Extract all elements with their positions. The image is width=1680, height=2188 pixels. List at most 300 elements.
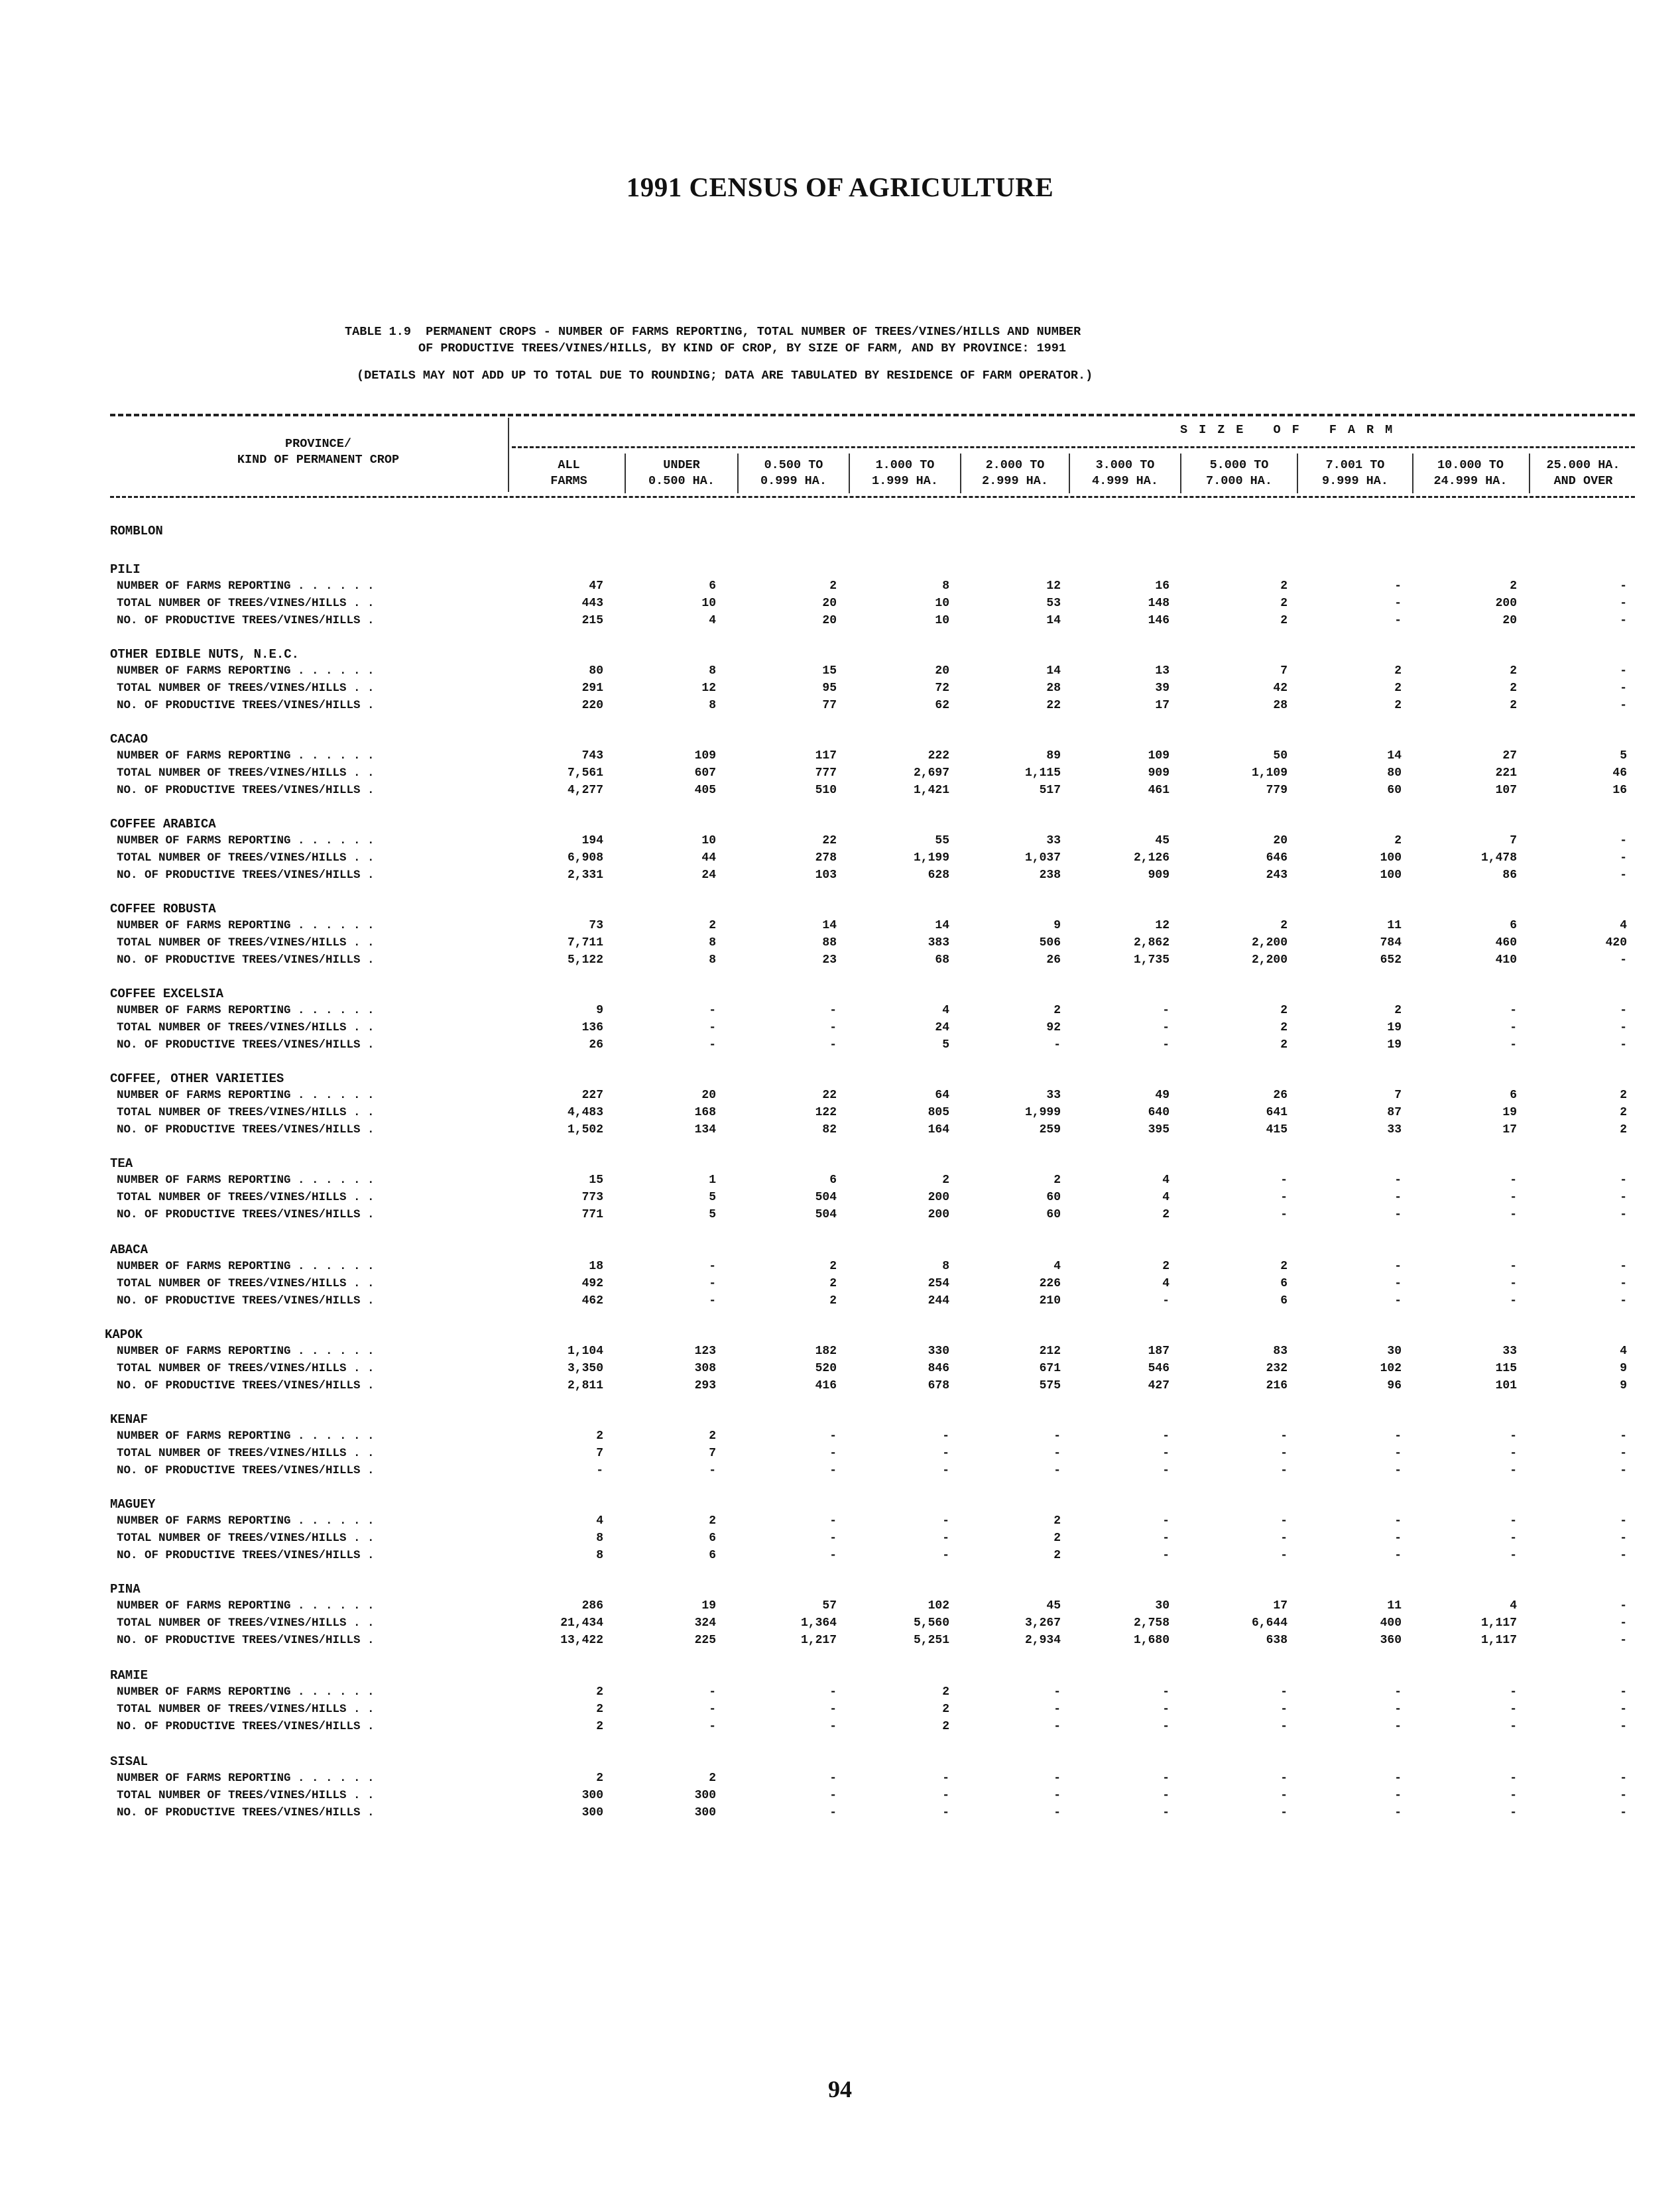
table-cell: 2,697 xyxy=(913,766,949,780)
table-cell: - xyxy=(1620,1038,1627,1052)
table-cell: 20 xyxy=(935,664,949,678)
table-cell: 2 xyxy=(1394,699,1402,712)
table-cell: 45 xyxy=(1155,834,1170,847)
table-cell: 640 xyxy=(1148,1106,1170,1119)
column-header-line: 0.999 HA. xyxy=(760,474,827,488)
table-cell: 17 xyxy=(1155,699,1170,712)
table-cell: 68 xyxy=(935,953,949,967)
table-cell: 33 xyxy=(1046,834,1061,847)
table-cell: 2 xyxy=(829,1294,837,1307)
table-cell: 1,999 xyxy=(1024,1106,1061,1119)
column-header-line: ALL xyxy=(558,458,580,472)
table-cell: 23 xyxy=(822,953,837,967)
table-cell: 11 xyxy=(1387,919,1402,932)
table-cell: 117 xyxy=(815,749,837,762)
table-cell: 26 xyxy=(589,1038,603,1052)
table-cell: - xyxy=(1620,1772,1627,1785)
table-cell: 2 xyxy=(1280,1038,1288,1052)
stub-header-line: KIND OF PERMANENT CROP xyxy=(237,453,400,467)
table-cell: 4 xyxy=(709,614,716,627)
table-cell: 60 xyxy=(1387,784,1402,797)
table-cell: 44 xyxy=(701,851,716,865)
table-cell: 2 xyxy=(942,1174,949,1187)
table-cell: 30 xyxy=(1387,1345,1402,1358)
row-label: NO. OF PRODUCTIVE TREES/VINES/HILLS . xyxy=(117,614,375,627)
table-cell: - xyxy=(1510,1277,1517,1290)
table-cell: - xyxy=(1620,851,1627,865)
table-cell: - xyxy=(1510,1191,1517,1204)
table-cell: 96 xyxy=(1387,1379,1402,1392)
table-cell: 227 xyxy=(581,1089,603,1102)
table-cell: - xyxy=(1394,1447,1402,1460)
crop-name: MAGUEY xyxy=(110,1497,156,1512)
table-cell: - xyxy=(829,1532,837,1545)
table-cell: 1,104 xyxy=(567,1345,603,1358)
table-cell: 7 xyxy=(1510,834,1517,847)
size-of-farm-header: SIZE OF FARM xyxy=(1180,423,1404,437)
table-cell: 671 xyxy=(1039,1362,1061,1375)
table-cell: 10 xyxy=(701,597,716,610)
table-cell: - xyxy=(1394,1685,1402,1699)
table-cell: 2 xyxy=(829,579,837,593)
table-cell: - xyxy=(1510,1208,1517,1221)
column-header-line: UNDER xyxy=(663,458,700,472)
table-cell: 33 xyxy=(1502,1345,1517,1358)
table-cell: 134 xyxy=(694,1123,716,1136)
table-cell: 215 xyxy=(581,614,603,627)
table-cell: - xyxy=(829,1004,837,1017)
table-cell: - xyxy=(829,1703,837,1716)
table-cell: - xyxy=(1510,1789,1517,1802)
table-cell: - xyxy=(1620,953,1627,967)
table-cell: 62 xyxy=(935,699,949,712)
table-cell: 182 xyxy=(815,1345,837,1358)
table-cell: 19 xyxy=(1502,1106,1517,1119)
column-header-line: 4.999 HA. xyxy=(1092,474,1158,488)
table-cell: - xyxy=(1620,1806,1627,1819)
table-cell: 324 xyxy=(694,1616,716,1630)
table-cell: - xyxy=(1162,1021,1170,1034)
table-cell: 8 xyxy=(942,1260,949,1273)
table-cell: - xyxy=(1620,1685,1627,1699)
column-header-line: 1.999 HA. xyxy=(872,474,938,488)
table-cell: - xyxy=(1280,1703,1288,1716)
table-cell: 1,364 xyxy=(800,1616,837,1630)
table-note: (DETAILS MAY NOT ADD UP TO TOTAL DUE TO ROUNDING; DATA ARE TABULATED BY RESIDENCE OF FARM OPERATOR.) xyxy=(357,369,1093,383)
table-cell: - xyxy=(1162,1038,1170,1052)
table-cell: - xyxy=(1510,1174,1517,1187)
row-label: NO. OF PRODUCTIVE TREES/VINES/HILLS . xyxy=(117,1549,375,1562)
table-cell: 100 xyxy=(1380,869,1402,882)
table-cell: 115 xyxy=(1495,1362,1517,1375)
table-cell: 19 xyxy=(1387,1021,1402,1034)
table-cell: 2 xyxy=(1510,699,1517,712)
row-label: NUMBER OF FARMS REPORTING . . . . . . xyxy=(117,1429,375,1443)
table-cell: 2,758 xyxy=(1133,1616,1170,1630)
column-header-line: 2.000 TO xyxy=(985,458,1045,472)
table-cell: 4 xyxy=(1162,1191,1170,1204)
table-cell: 6 xyxy=(829,1174,837,1187)
table-cell: - xyxy=(1280,1720,1288,1733)
table-cell: 60 xyxy=(1046,1208,1061,1221)
table-cell: - xyxy=(1394,597,1402,610)
table-cell: 6 xyxy=(709,1549,716,1562)
row-label: NUMBER OF FARMS REPORTING . . . . . . xyxy=(117,1004,375,1017)
table-cell: 26 xyxy=(1046,953,1061,967)
table-cell: 14 xyxy=(1387,749,1402,762)
table-cell: - xyxy=(1053,1464,1061,1477)
table-cell: 3,267 xyxy=(1024,1616,1061,1630)
table-cell: 46 xyxy=(1612,766,1627,780)
table-cell: - xyxy=(1162,1004,1170,1017)
table-cell: 12 xyxy=(1155,919,1170,932)
crop-name: TEA xyxy=(110,1156,133,1171)
table-cell: 20 xyxy=(701,1089,716,1102)
table-cell: 8 xyxy=(709,664,716,678)
table-cell: 743 xyxy=(581,749,603,762)
table-cell: 5,560 xyxy=(913,1616,949,1630)
table-cell: - xyxy=(1053,1429,1061,1443)
table-cell: 80 xyxy=(1387,766,1402,780)
table-cell: - xyxy=(1620,1004,1627,1017)
table-cell: 13,422 xyxy=(560,1634,603,1647)
table-cell: 2 xyxy=(1620,1089,1627,1102)
table-cell: - xyxy=(709,1720,716,1733)
table-cell: - xyxy=(1620,1703,1627,1716)
table-cell: 7,711 xyxy=(567,936,603,949)
table-cell: - xyxy=(1620,699,1627,712)
table-cell: - xyxy=(1394,1174,1402,1187)
table-cell: 24 xyxy=(701,869,716,882)
table-cell: - xyxy=(942,1549,949,1562)
table-cell: - xyxy=(829,1038,837,1052)
table-cell: 1,117 xyxy=(1480,1634,1517,1647)
row-label: NO. OF PRODUCTIVE TREES/VINES/HILLS . xyxy=(117,1123,375,1136)
table-cell: - xyxy=(1280,1532,1288,1545)
column-header-line: 25.000 HA. xyxy=(1546,458,1620,472)
table-cell: 19 xyxy=(701,1599,716,1612)
table-cell: 4,277 xyxy=(567,784,603,797)
table-cell: - xyxy=(1162,1514,1170,1528)
table-cell: - xyxy=(942,1514,949,1528)
table-cell: 2 xyxy=(596,1685,603,1699)
table-cell: - xyxy=(709,1294,716,1307)
table-cell: - xyxy=(709,1277,716,1290)
table-cell: - xyxy=(1510,1038,1517,1052)
table-cell: 210 xyxy=(1039,1294,1061,1307)
table-cell: - xyxy=(1620,1514,1627,1528)
table-cell: - xyxy=(1394,1703,1402,1716)
table-cell: 2,200 xyxy=(1251,953,1288,967)
table-cell: 200 xyxy=(1495,597,1517,610)
table-cell: 12 xyxy=(1046,579,1061,593)
table-cell: 107 xyxy=(1495,784,1517,797)
row-label: NUMBER OF FARMS REPORTING . . . . . . xyxy=(117,834,375,847)
table-cell: 15 xyxy=(589,1174,603,1187)
table-cell: 300 xyxy=(694,1806,716,1819)
table-cell: 45 xyxy=(1046,1599,1061,1612)
table-cell: - xyxy=(829,1429,837,1443)
table-cell: - xyxy=(942,1789,949,1802)
table-cell: - xyxy=(829,1789,837,1802)
table-cell: 232 xyxy=(1266,1362,1288,1375)
row-label: NUMBER OF FARMS REPORTING . . . . . . xyxy=(117,1345,375,1358)
table-cell: - xyxy=(1162,1685,1170,1699)
table-cell: 773 xyxy=(581,1191,603,1204)
row-label: NUMBER OF FARMS REPORTING . . . . . . xyxy=(117,664,375,678)
table-cell: 7 xyxy=(596,1447,603,1460)
table-cell: 2 xyxy=(1280,614,1288,627)
table-cell: 2 xyxy=(1280,1021,1288,1034)
row-label: NUMBER OF FARMS REPORTING . . . . . . xyxy=(117,1772,375,1785)
table-cell: 47 xyxy=(589,579,603,593)
table-cell: 1,037 xyxy=(1024,851,1061,865)
table-cell: - xyxy=(1620,1464,1627,1477)
table-cell: - xyxy=(709,1260,716,1273)
row-label: NUMBER OF FARMS REPORTING . . . . . . xyxy=(117,1685,375,1699)
table-cell: 2 xyxy=(709,1514,716,1528)
table-cell: 82 xyxy=(822,1123,837,1136)
column-header-line: 10.000 TO xyxy=(1437,458,1504,472)
table-cell: 2 xyxy=(1394,1004,1402,1017)
table-cell: - xyxy=(1394,1789,1402,1802)
column-header-line: 7.000 HA. xyxy=(1206,474,1272,488)
table-cell: 1,217 xyxy=(800,1634,837,1647)
table-cell: - xyxy=(1394,1429,1402,1443)
table-cell: - xyxy=(829,1549,837,1562)
table-cell: 9 xyxy=(1053,919,1061,932)
table-cell: - xyxy=(1510,1720,1517,1733)
table-cell: 520 xyxy=(815,1362,837,1375)
table-cell: 638 xyxy=(1266,1634,1288,1647)
row-label: TOTAL NUMBER OF TREES/VINES/HILLS . . xyxy=(117,597,375,610)
row-label: TOTAL NUMBER OF TREES/VINES/HILLS . . xyxy=(117,682,375,695)
table-cell: - xyxy=(1620,1549,1627,1562)
table-cell: - xyxy=(1510,1703,1517,1716)
table-cell: - xyxy=(1162,1703,1170,1716)
row-label: TOTAL NUMBER OF TREES/VINES/HILLS . . xyxy=(117,766,375,780)
table-cell: 168 xyxy=(694,1106,716,1119)
table-cell: 308 xyxy=(694,1362,716,1375)
table-cell: 2 xyxy=(709,1429,716,1443)
table-cell: 2 xyxy=(1053,1514,1061,1528)
column-header-line: 24.999 HA. xyxy=(1433,474,1508,488)
table-cell: 102 xyxy=(1380,1362,1402,1375)
table-cell: 10 xyxy=(935,614,949,627)
row-label: NUMBER OF FARMS REPORTING . . . . . . xyxy=(117,919,375,932)
table-cell: 2 xyxy=(942,1703,949,1716)
table-cell: - xyxy=(1620,1277,1627,1290)
table-cell: - xyxy=(1394,1208,1402,1221)
column-header-line: 2.999 HA. xyxy=(982,474,1048,488)
table-cell: 2 xyxy=(942,1685,949,1699)
table-cell: 607 xyxy=(694,766,716,780)
table-cell: 102 xyxy=(928,1599,949,1612)
table-cell: 19 xyxy=(1387,1038,1402,1052)
table-cell: - xyxy=(1510,1549,1517,1562)
table-cell: 8 xyxy=(709,936,716,949)
table-cell: - xyxy=(942,1806,949,1819)
table-cell: 7 xyxy=(1394,1089,1402,1102)
table-cell: 395 xyxy=(1148,1123,1170,1136)
row-label: NO. OF PRODUCTIVE TREES/VINES/HILLS . xyxy=(117,953,375,967)
table-cell: 148 xyxy=(1148,597,1170,610)
row-label: NO. OF PRODUCTIVE TREES/VINES/HILLS . xyxy=(117,784,375,797)
table-cell: 2,331 xyxy=(567,869,603,882)
row-label: NO. OF PRODUCTIVE TREES/VINES/HILLS . xyxy=(117,1208,375,1221)
table-cell: 28 xyxy=(1273,699,1288,712)
table-cell: - xyxy=(1162,1429,1170,1443)
table-cell: - xyxy=(709,1021,716,1034)
table-cell: 80 xyxy=(589,664,603,678)
table-cell: 42 xyxy=(1273,682,1288,695)
table-cell: 200 xyxy=(928,1191,949,1204)
table-cell: 14 xyxy=(1046,664,1061,678)
column-header-line: 9.999 HA. xyxy=(1322,474,1388,488)
table-cell: - xyxy=(1510,1532,1517,1545)
table-cell: 291 xyxy=(581,682,603,695)
table-cell: 77 xyxy=(822,699,837,712)
table-cell: 216 xyxy=(1266,1379,1288,1392)
column-header-line: FARMS xyxy=(550,474,587,488)
table-cell: 517 xyxy=(1039,784,1061,797)
table-cell: 286 xyxy=(581,1599,603,1612)
row-label: TOTAL NUMBER OF TREES/VINES/HILLS . . xyxy=(117,1703,375,1716)
table-cell: 8 xyxy=(709,699,716,712)
table-cell: 222 xyxy=(928,749,949,762)
table-cell: 2 xyxy=(1053,1549,1061,1562)
table-cell: 95 xyxy=(822,682,837,695)
table-cell: 2,862 xyxy=(1133,936,1170,949)
table-cell: - xyxy=(1620,614,1627,627)
table-cell: - xyxy=(1280,1514,1288,1528)
table-cell: 2,811 xyxy=(567,1379,603,1392)
table-cell: 15 xyxy=(822,664,837,678)
table-cell: - xyxy=(1620,1532,1627,1545)
table-cell: 2 xyxy=(596,1772,603,1785)
table-cell: 60 xyxy=(1046,1191,1061,1204)
table-cell: 88 xyxy=(822,936,837,949)
row-label: TOTAL NUMBER OF TREES/VINES/HILLS . . xyxy=(117,936,375,949)
table-cell: - xyxy=(1620,1634,1627,1647)
table-cell: - xyxy=(1394,1532,1402,1545)
table-cell: - xyxy=(1394,579,1402,593)
table-cell: 415 xyxy=(1266,1123,1288,1136)
table-cell: - xyxy=(1394,614,1402,627)
table-cell: 20 xyxy=(822,597,837,610)
crop-name: COFFEE ROBUSTA xyxy=(110,902,216,916)
table-cell: - xyxy=(1162,1464,1170,1477)
table-cell: 103 xyxy=(815,869,837,882)
table-cell: - xyxy=(1162,1549,1170,1562)
row-label: NUMBER OF FARMS REPORTING . . . . . . xyxy=(117,1599,375,1612)
table-cell: 1,199 xyxy=(913,851,949,865)
table-cell: - xyxy=(1053,1447,1061,1460)
table-cell: - xyxy=(829,1021,837,1034)
table-cell: - xyxy=(1620,682,1627,695)
table-cell: - xyxy=(829,1447,837,1460)
table-cell: 1,117 xyxy=(1480,1616,1517,1630)
table-cell: - xyxy=(1280,1549,1288,1562)
table-cell: - xyxy=(1394,1294,1402,1307)
table-cell: 300 xyxy=(581,1806,603,1819)
row-label: NUMBER OF FARMS REPORTING . . . . . . xyxy=(117,1260,375,1273)
table-cell: 146 xyxy=(1148,614,1170,627)
table-cell: 5 xyxy=(942,1038,949,1052)
table-cell: 416 xyxy=(815,1379,837,1392)
table-cell: 33 xyxy=(1046,1089,1061,1102)
table-cell: 11 xyxy=(1387,1599,1402,1612)
table-cell: 2,934 xyxy=(1024,1634,1061,1647)
table-cell: - xyxy=(1280,1464,1288,1477)
crop-name: ABACA xyxy=(110,1243,149,1257)
table-cell: 225 xyxy=(694,1634,716,1647)
table-cell: - xyxy=(709,1685,716,1699)
row-label: TOTAL NUMBER OF TREES/VINES/HILLS . . xyxy=(117,1362,375,1375)
table-cell: - xyxy=(1053,1038,1061,1052)
table-cell: - xyxy=(1620,579,1627,593)
table-cell: 5 xyxy=(1620,749,1627,762)
table-cell: 24 xyxy=(935,1021,949,1034)
table-cell: - xyxy=(1280,1191,1288,1204)
table-cell: 221 xyxy=(1495,766,1517,780)
table-cell: 17 xyxy=(1502,1123,1517,1136)
table-cell: 243 xyxy=(1266,869,1288,882)
table-cell: 678 xyxy=(928,1379,949,1392)
table-cell: 12 xyxy=(701,682,716,695)
table-cell: 2 xyxy=(1053,1532,1061,1545)
table-cell: 50 xyxy=(1273,749,1288,762)
table-cell: 4 xyxy=(1162,1174,1170,1187)
table-cell: 212 xyxy=(1039,1345,1061,1358)
table-cell: 771 xyxy=(581,1208,603,1221)
table-cell: 504 xyxy=(815,1208,837,1221)
table-cell: 49 xyxy=(1155,1089,1170,1102)
row-label: TOTAL NUMBER OF TREES/VINES/HILLS . . xyxy=(117,1789,375,1802)
table-cell: - xyxy=(1620,1191,1627,1204)
table-cell: - xyxy=(1620,1021,1627,1034)
table-cell: - xyxy=(1394,1806,1402,1819)
table-cell: - xyxy=(1280,1429,1288,1443)
table-cell: 2 xyxy=(1510,682,1517,695)
table-cell: 187 xyxy=(1148,1345,1170,1358)
table-cell: 28 xyxy=(1046,682,1061,695)
table-cell: 546 xyxy=(1148,1362,1170,1375)
row-label: NO. OF PRODUCTIVE TREES/VINES/HILLS . xyxy=(117,1720,375,1733)
table-cell: 1,478 xyxy=(1480,851,1517,865)
table-cell: 462 xyxy=(581,1294,603,1307)
table-cell: 72 xyxy=(935,682,949,695)
table-cell: 244 xyxy=(928,1294,949,1307)
table-cell: - xyxy=(1620,664,1627,678)
column-header-line: 3.000 TO xyxy=(1095,458,1155,472)
table-cell: 2 xyxy=(1053,1174,1061,1187)
table-cell: 300 xyxy=(581,1789,603,1802)
table-cell: 2 xyxy=(1394,682,1402,695)
table-cell: 293 xyxy=(694,1379,716,1392)
table-cell: 2 xyxy=(829,1260,837,1273)
table-cell: 2,126 xyxy=(1133,851,1170,865)
table-cell: 9 xyxy=(1620,1362,1627,1375)
table-cell: - xyxy=(942,1447,949,1460)
table-cell: 443 xyxy=(581,597,603,610)
table-cell: 4 xyxy=(1510,1599,1517,1612)
row-label: TOTAL NUMBER OF TREES/VINES/HILLS . . xyxy=(117,1532,375,1545)
table-cell: - xyxy=(1510,1806,1517,1819)
table-cell: 136 xyxy=(581,1021,603,1034)
table-cell: 1,735 xyxy=(1133,953,1170,967)
table-cell: 2 xyxy=(829,1277,837,1290)
